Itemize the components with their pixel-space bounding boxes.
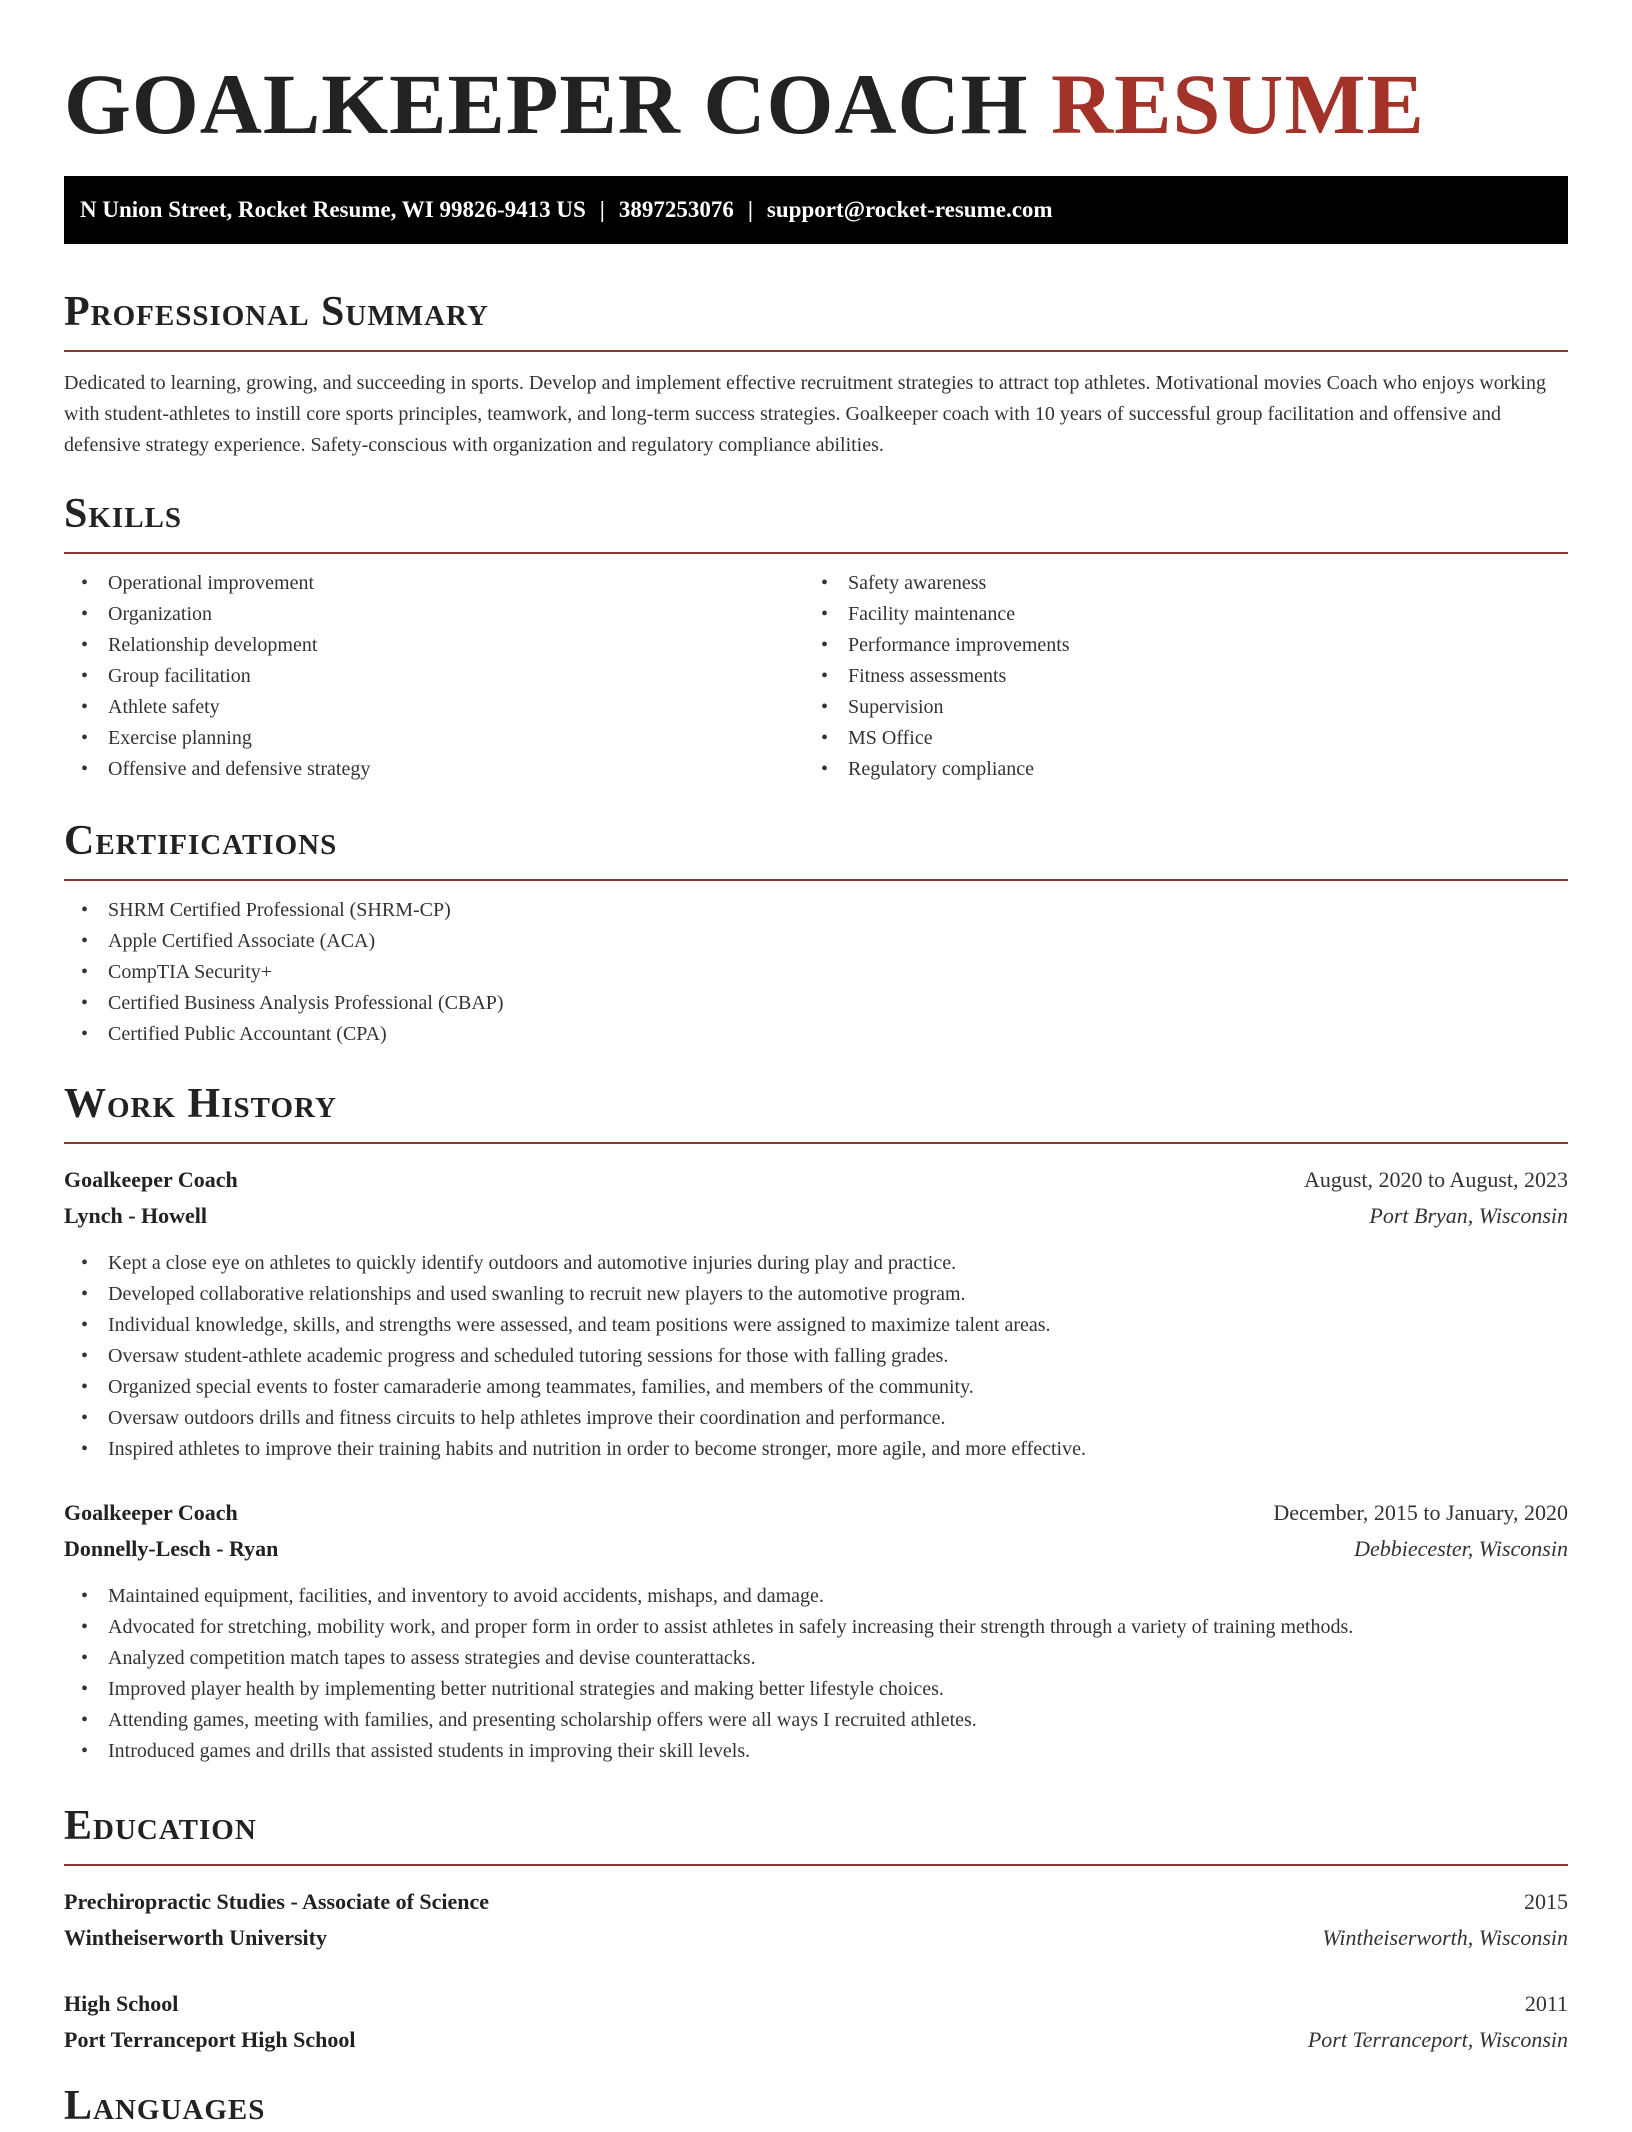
- job-duty: • Attending games, meeting with families, and presenting scholarship offers were all ways I recruited athletes.: [64, 1705, 1568, 1736]
- job-entry: [64, 1162, 1568, 1465]
- skill-item: • MS Office: [804, 723, 1544, 754]
- section-divider: [64, 879, 1568, 881]
- contact-email: support@rocket-resume.com: [766, 197, 1053, 222]
- job-title: Goalkeeper Coach: [64, 1167, 238, 1192]
- skills-columns: [64, 554, 1568, 785]
- skills-heading: Skills: [64, 491, 183, 537]
- skill-item: • Athlete safety: [64, 692, 804, 723]
- contact-phone: 3897253076: [618, 197, 734, 222]
- contact-bar: [64, 176, 1568, 244]
- job-company-row: [64, 1531, 1568, 1567]
- skill-item: • Exercise planning: [64, 723, 804, 754]
- skill-item: • Operational improvement: [64, 568, 804, 599]
- education-school: Wintheiserworth University: [64, 1925, 327, 1950]
- skill-item: • Offensive and defensive strategy: [64, 754, 804, 785]
- skill-item: • Safety awareness: [804, 568, 1544, 599]
- education-year: 2015: [1524, 1889, 1568, 1914]
- contact-address: N Union Street, Rocket Resume, WI 99826-9413 US: [80, 197, 586, 222]
- skill-item: • Performance improvements: [804, 630, 1544, 661]
- job-duty: • Inspired athletes to improve their training habits and nutrition in order to become stronger, more agile, and more effective.: [64, 1434, 1568, 1465]
- job-duty: • Kept a close eye on athletes to quickly identify outdoors and automotive injuries during play and practice.: [64, 1248, 1568, 1279]
- certifications-section: [64, 815, 1568, 1050]
- job-header-row: [64, 1495, 1568, 1531]
- certification-item: • SHRM Certified Professional (SHRM-CP): [64, 895, 1568, 926]
- skill-item: • Organization: [64, 599, 804, 630]
- job-dates: December, 2015 to January, 2020: [1273, 1500, 1568, 1525]
- education-entry: [64, 1986, 1568, 2058]
- job-duty: • Oversaw outdoors drills and fitness circuits to help athletes improve their coordination and performance.: [64, 1403, 1568, 1434]
- job-duty: • Organized special events to foster camaraderie among teammates, families, and members of the community.: [64, 1372, 1568, 1403]
- summary-text: Dedicated to learning, growing, and succeeding in sports. Develop and implement effective recruitment strategies to attract top athletes. Motivational movies Coach who enjoys working with student-athletes to instill core sports principles, teamwork, and long-term success strategies. Goalkeeper coach with 10 years of successful group facilitation and offensive and defensive strategy experience. Safety-conscious with organization and regulatory compliance abilities.: [64, 372, 1546, 456]
- contact-separator: |: [599, 197, 605, 222]
- section-divider: [64, 350, 1568, 352]
- job-duty: • Analyzed competition match tapes to assess strategies and devise counterattacks.: [64, 1643, 1568, 1674]
- education-degree-row: [64, 1884, 1568, 1920]
- education-school-row: [64, 2022, 1568, 2058]
- contact-separator: |: [747, 197, 753, 222]
- job-duties-list: [64, 1581, 1568, 1767]
- job-location: Debbiecester, Wisconsin: [1354, 1536, 1568, 1561]
- skills-section: [64, 488, 1568, 785]
- education-heading: Education: [64, 1803, 257, 1849]
- education-degree-row: [64, 1986, 1568, 2022]
- certifications-heading: Certifications: [64, 818, 338, 864]
- skill-item: • Regulatory compliance: [804, 754, 1544, 785]
- certification-item: • Certified Business Analysis Professional (CBAP): [64, 988, 1568, 1019]
- skill-item: • Relationship development: [64, 630, 804, 661]
- certification-item: • Apple Certified Associate (ACA): [64, 926, 1568, 957]
- job-title: Goalkeeper Coach: [64, 1500, 238, 1525]
- work-history-section: [64, 1078, 1568, 1767]
- education-degree: Prechiropractic Studies - Associate of Science: [64, 1889, 490, 1914]
- job-header-row: [64, 1162, 1568, 1198]
- education-section: [64, 1800, 1568, 2058]
- title-accent: RESUME: [1050, 56, 1425, 152]
- certifications-list: [64, 895, 1568, 1050]
- education-location: Port Terranceport, Wisconsin: [1307, 2027, 1568, 2052]
- section-divider: [64, 1864, 1568, 1866]
- education-entry: [64, 1884, 1568, 1956]
- job-duty: • Advocated for stretching, mobility work, and proper form in order to assist athletes in safely increasing their strength through a variety of training methods.: [64, 1612, 1568, 1643]
- languages-heading: Languages: [64, 2083, 266, 2129]
- certification-item: • Certified Public Accountant (CPA): [64, 1019, 1568, 1050]
- job-duty: • Oversaw student-athlete academic progress and scheduled tutoring sessions for those with falling grades.: [64, 1341, 1568, 1372]
- job-dates: August, 2020 to August, 2023: [1303, 1167, 1568, 1192]
- skill-item: • Group facilitation: [64, 661, 804, 692]
- job-duties-list: [64, 1248, 1568, 1465]
- job-duty: • Introduced games and drills that assisted students in improving their skill levels.: [64, 1736, 1568, 1767]
- skills-list-left: [64, 568, 804, 785]
- resume-title: [64, 56, 1425, 152]
- job-location: Port Bryan, Wisconsin: [1369, 1203, 1568, 1228]
- skills-list-right: [804, 568, 1544, 785]
- skill-item: • Fitness assessments: [804, 661, 1544, 692]
- skill-item: • Supervision: [804, 692, 1544, 723]
- title-main: GOALKEEPER COACH: [64, 56, 1029, 152]
- education-school-row: [64, 1920, 1568, 1956]
- summary-section: [64, 286, 1568, 461]
- job-entry: [64, 1495, 1568, 1767]
- education-degree: High School: [64, 1991, 179, 2016]
- job-company: Donnelly-Lesch - Ryan: [64, 1536, 279, 1561]
- skill-item: • Facility maintenance: [804, 599, 1544, 630]
- job-duty: • Developed collaborative relationships and used swanling to recruit new players to the automotive program.: [64, 1279, 1568, 1310]
- job-company-row: [64, 1198, 1568, 1234]
- section-divider: [64, 1142, 1568, 1144]
- job-duty: • Individual knowledge, skills, and strengths were assessed, and team positions were assigned to maximize talent areas.: [64, 1310, 1568, 1341]
- job-duty: • Improved player health by implementing better nutritional strategies and making better lifestyle choices.: [64, 1674, 1568, 1705]
- job-company: Lynch - Howell: [64, 1203, 208, 1228]
- certification-item: • CompTIA Security+: [64, 957, 1568, 988]
- education-school: Port Terranceport High School: [64, 2027, 356, 2052]
- job-duty: • Maintained equipment, facilities, and inventory to avoid accidents, mishaps, and damage.: [64, 1581, 1568, 1612]
- education-location: Wintheiserworth, Wisconsin: [1322, 1925, 1568, 1950]
- languages-section: [64, 2080, 1568, 2132]
- education-year: 2011: [1524, 1991, 1568, 2016]
- summary-heading: Professional Summary: [64, 289, 489, 335]
- work-history-heading: Work History: [64, 1081, 337, 1127]
